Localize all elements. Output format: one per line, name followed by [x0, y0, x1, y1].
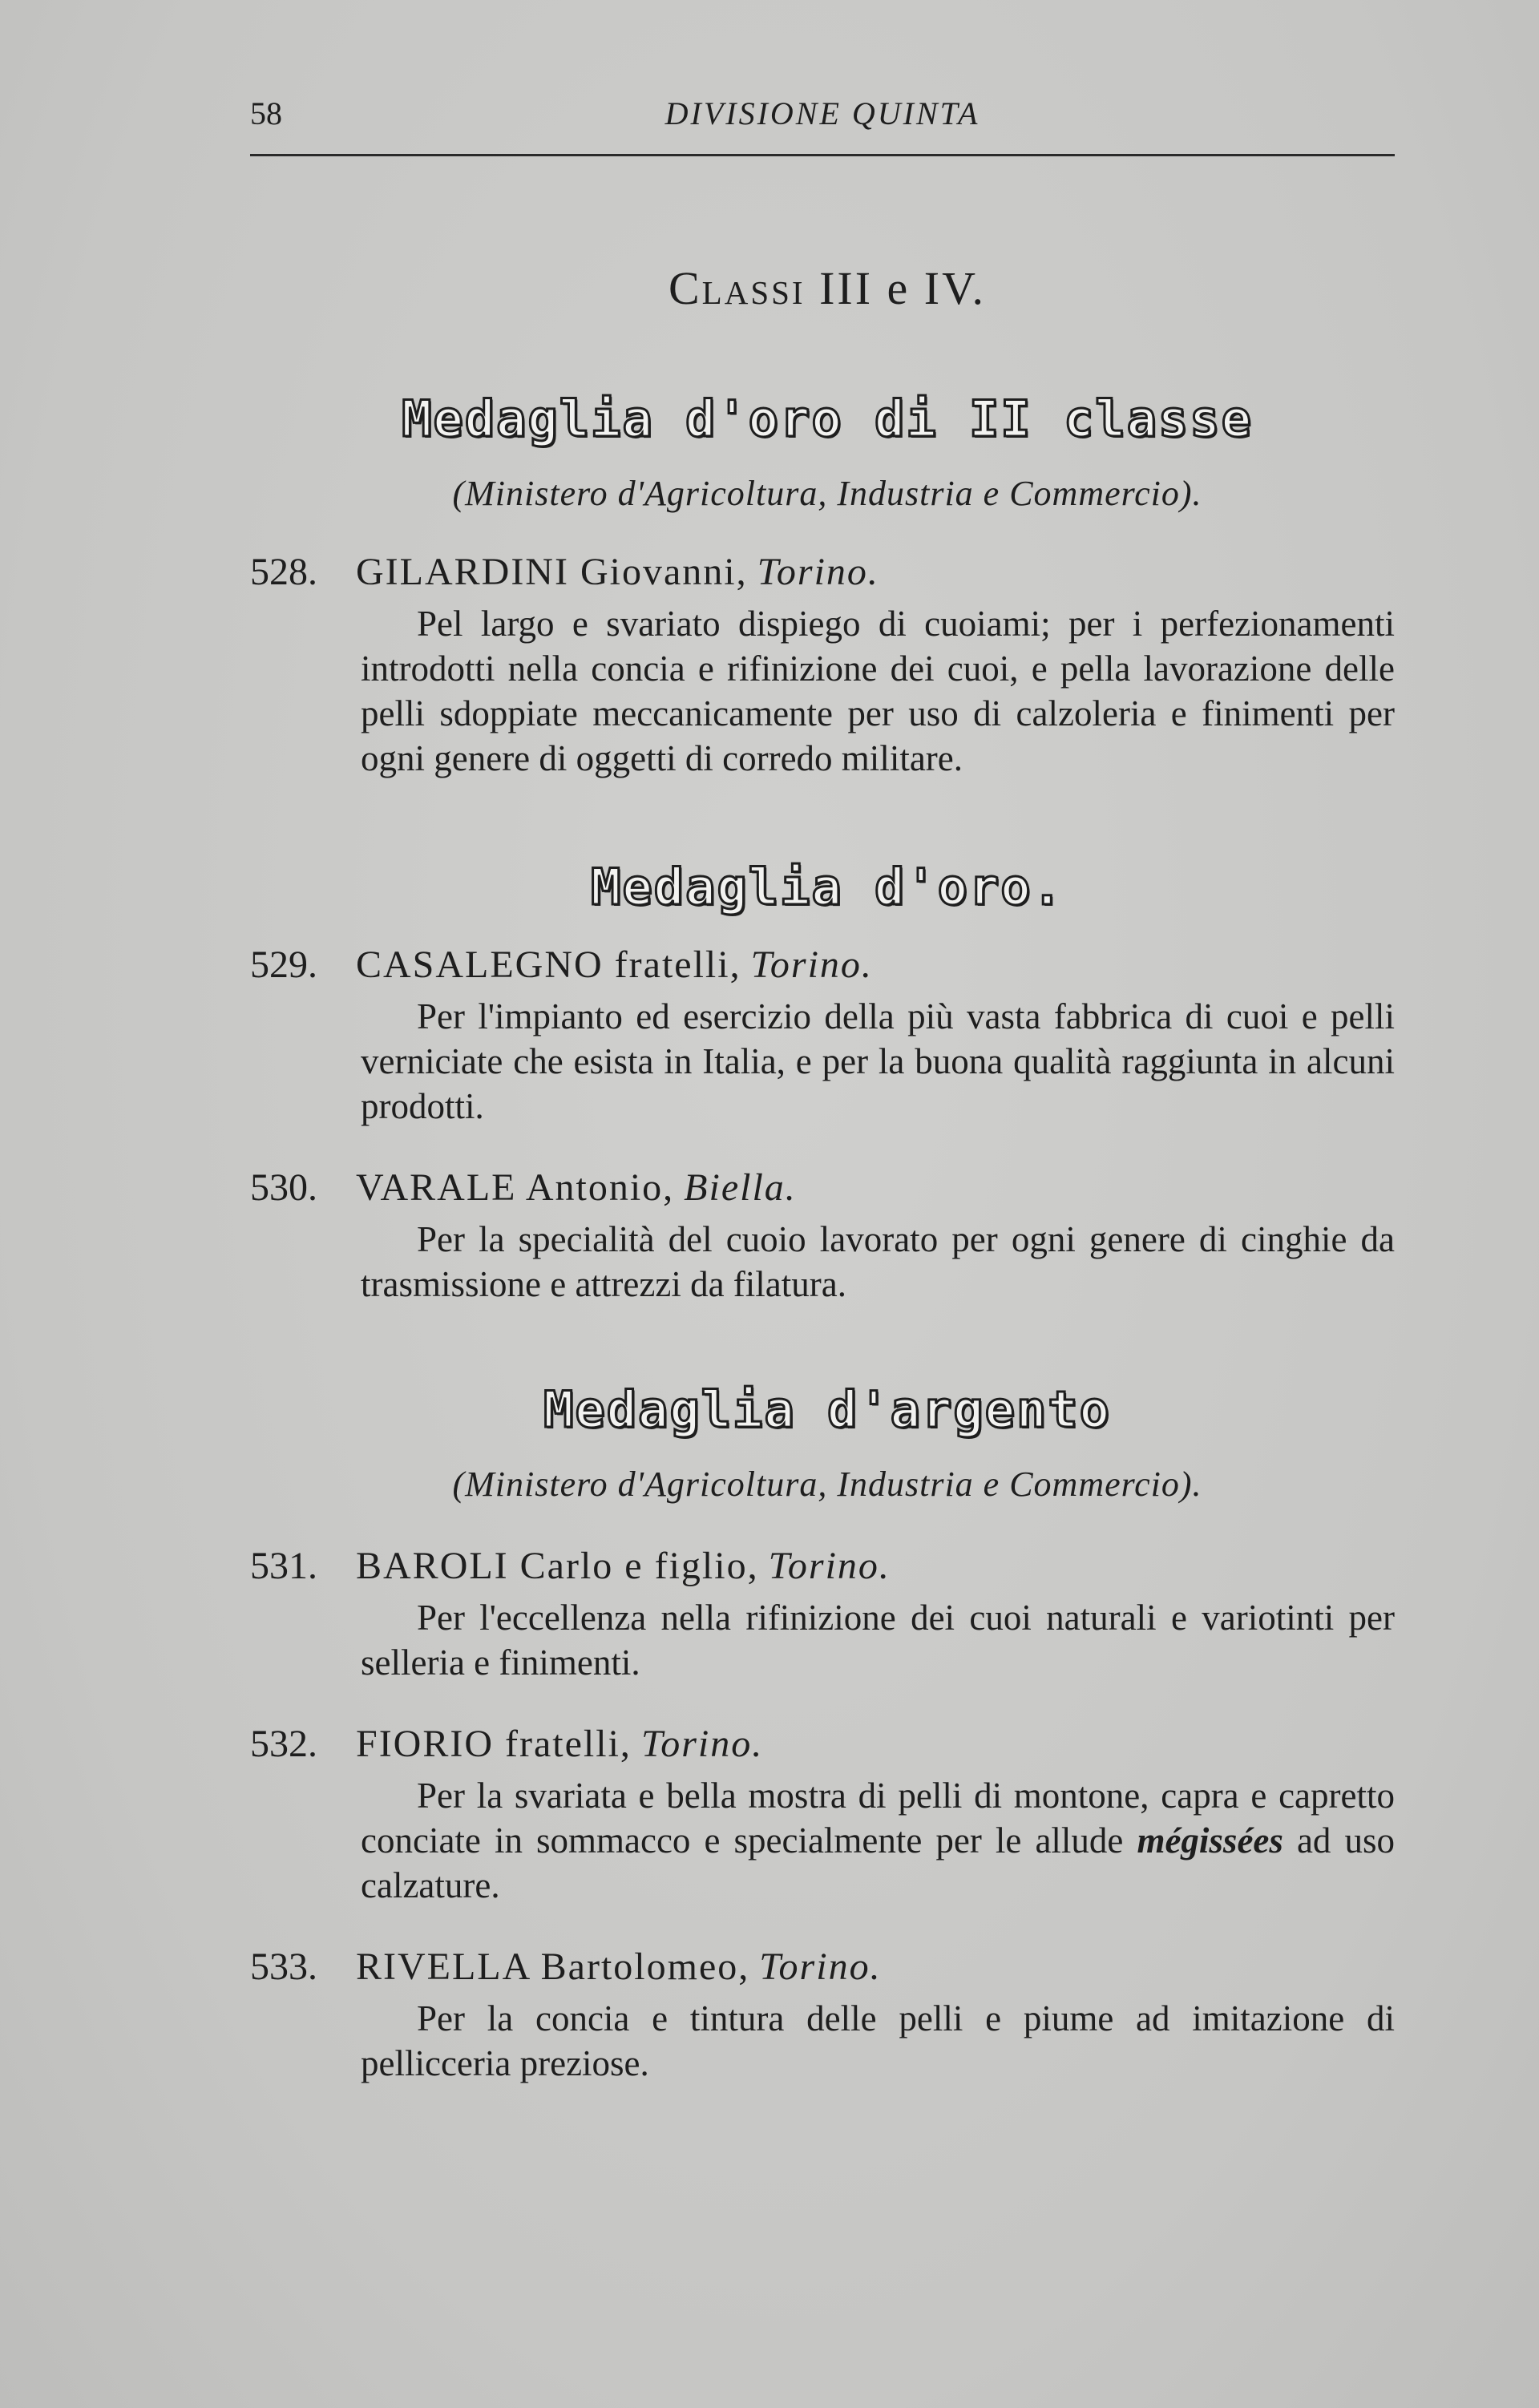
award-entry	[250, 1162, 1404, 1307]
entry-name: CASALEGNO fratelli,	[356, 943, 741, 986]
entry-number: 532.	[250, 1723, 317, 1765]
entry-description: Per la concia e tintura delle pelli e piume ad imitazione di pellicceria preziose.	[361, 1998, 1395, 2083]
entry-number: 528.	[250, 551, 317, 593]
running-title: DIVISIONE QUINTA	[664, 95, 980, 131]
ministry-note: (Ministero d'Agricoltura, Industria e Commercio).	[452, 1465, 1202, 1504]
header-rule	[250, 154, 1395, 156]
entry-number: 531.	[250, 1545, 317, 1587]
entry-description: Pel largo e svariato dispiego di cuoiami; per i perfezionamenti introdotti nella concia e rifinizione dei cuoi, e pella lavorazione delle pelli sdoppiate meccanicamente per uso di calzoleria e finimenti per ogni genere di oggetti di corredo militare.	[361, 604, 1395, 778]
entry-place: Torino.	[759, 1945, 882, 1988]
award-entry	[250, 547, 1404, 781]
classes-heading-smallcaps: lassi	[701, 262, 806, 314]
award-section	[250, 390, 1404, 781]
medal-heading: Medaglia d'oro di II classe	[402, 390, 1253, 448]
entry-name: GILARDINI Giovanni,	[356, 551, 748, 593]
entry-place: Torino.	[750, 943, 873, 986]
award-entry	[250, 1719, 1404, 1908]
entry-place: Torino.	[640, 1723, 764, 1765]
entry-place: Torino.	[757, 551, 879, 593]
entry-place: Biella.	[684, 1166, 797, 1209]
entry-head	[250, 939, 1404, 991]
entry-head	[250, 1941, 1404, 1993]
entry-head	[250, 1719, 1404, 1770]
entry-description-emphasis: mégissées	[1137, 1820, 1283, 1861]
classes-heading-initial: C	[668, 262, 702, 314]
entry-number: 533.	[250, 1945, 317, 1988]
medal-heading: Medaglia d'oro.	[591, 858, 1064, 916]
entry-head	[250, 1541, 1404, 1592]
award-entry	[250, 1941, 1404, 2086]
entry-description-text: Per la svariata e bella mostra di pelli di montone, capra e capretto conciate in sommacco e specialmente per le allude	[361, 1776, 1395, 1861]
page-number: 58	[250, 95, 282, 131]
entry-description: Per l'eccellenza nella rifinizione dei cuoi naturali e variotinti per selleria e finimenti.	[361, 1598, 1395, 1683]
entry-head	[250, 1162, 1404, 1214]
entry-number: 529.	[250, 943, 317, 986]
entry-name: BAROLI Carlo e figlio,	[356, 1545, 759, 1587]
medal-heading: Medaglia d'argento	[543, 1380, 1111, 1439]
entry-name: RIVELLA Bartolomeo,	[356, 1945, 750, 1988]
classes-heading	[250, 257, 1404, 321]
classes-heading-rest: III e IV.	[805, 262, 987, 314]
page-content	[250, 240, 1404, 2086]
running-head	[250, 90, 1395, 138]
award-entry	[250, 939, 1404, 1129]
entry-head	[250, 547, 1404, 598]
entry-name: FIORIO fratelli,	[356, 1723, 632, 1765]
award-section	[250, 858, 1404, 1307]
entry-description	[361, 1773, 1395, 1908]
entry-description: Per la specialità del cuoio lavorato per ogni genere di cinghie da trasmissione e attrezzi da filatura.	[361, 1219, 1395, 1304]
entry-number: 530.	[250, 1166, 317, 1209]
entry-description-text: ad uso calzature.	[361, 1820, 1395, 1905]
entry-description: Per l'impianto ed esercizio della più vasta fabbrica di cuoi e pelli verniciate che esista in Italia, e per la buona qualità raggiunta in alcuni prodotti.	[361, 996, 1395, 1126]
award-section	[250, 1380, 1404, 2086]
ministry-note: (Ministero d'Agricoltura, Industria e Commercio).	[452, 474, 1202, 513]
entry-name: VARALE Antonio,	[356, 1166, 675, 1209]
award-entry	[250, 1541, 1404, 1685]
entry-place: Torino.	[768, 1545, 891, 1587]
